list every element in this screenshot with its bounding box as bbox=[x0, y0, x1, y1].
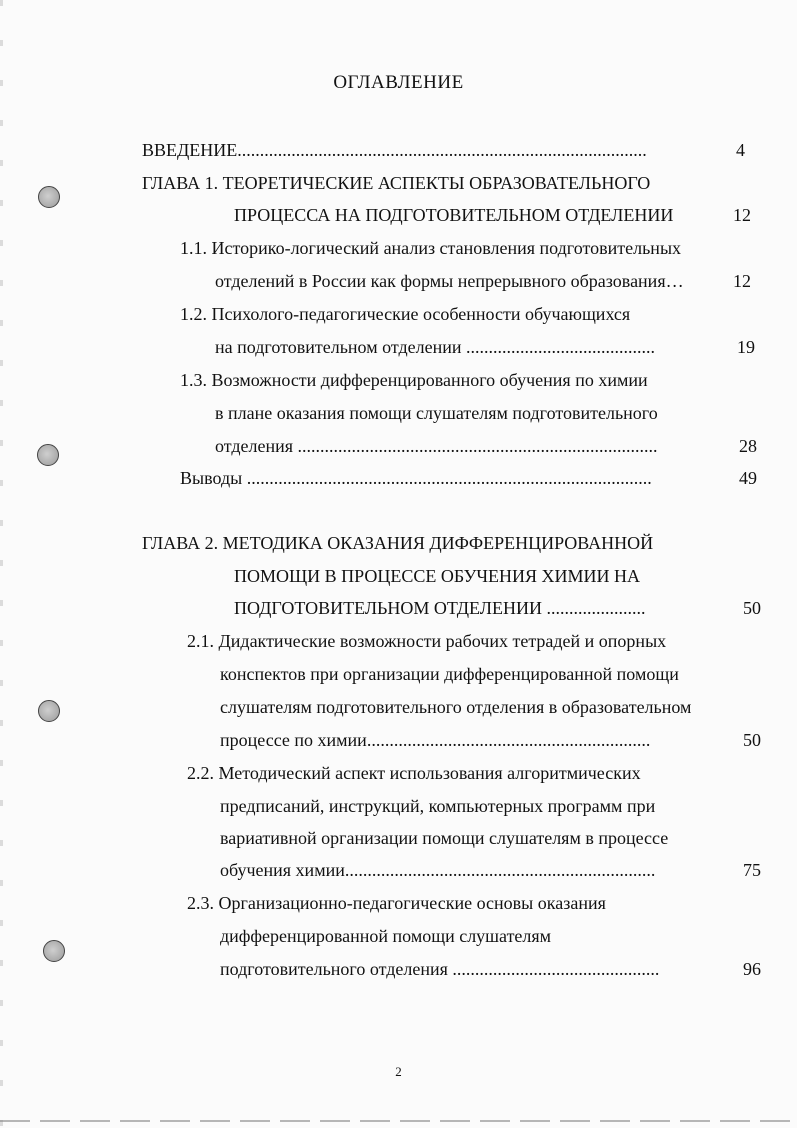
punch-hole-4 bbox=[43, 940, 65, 962]
punch-hole-3 bbox=[38, 700, 60, 722]
toc-entry-1-2: 1.2. Психолого-педагогические особенности обучающихся bbox=[180, 304, 631, 324]
scan-edge-bottom bbox=[0, 1120, 797, 1122]
toc-page-2-2: 75 bbox=[743, 860, 761, 880]
scan-edge-left bbox=[0, 0, 3, 1128]
toc-entry-2-3-cont: дифференцированной помощи слушателям bbox=[220, 926, 552, 946]
toc-entry-conclusions: Выводы .......................................................................................... bbox=[180, 468, 652, 488]
toc-entry-1-2-cont: на подготовительном отделении .......................................... bbox=[215, 337, 655, 357]
toc-entry-2-2-cont2: вариативной организации помощи слушателям в процессе bbox=[220, 828, 669, 848]
toc-entry-chapter-2-cont: ПОМОЩИ В ПРОЦЕССЕ ОБУЧЕНИЯ ХИМИИ НА bbox=[234, 566, 641, 586]
punch-hole-1 bbox=[38, 186, 60, 208]
toc-page-chapter-2: 50 bbox=[743, 598, 761, 618]
toc-page-conclusions: 49 bbox=[739, 468, 757, 488]
toc-entry-2-3-cont2: подготовительного отделения .............................................. bbox=[220, 959, 660, 979]
toc-page-introduction: 4 bbox=[736, 140, 745, 160]
toc-entry-1-3-cont2: отделения ................................................................................ bbox=[215, 436, 658, 456]
toc-page-chapter-1: 12 bbox=[733, 205, 751, 225]
toc-entry-2-3: 2.3. Организационно-педагогические основы оказания bbox=[187, 893, 606, 913]
toc-entry-2-1-cont: конспектов при организации дифференцированной помощи bbox=[220, 664, 679, 684]
toc-entry-2-1: 2.1. Дидактические возможности рабочих тетрадей и опорных bbox=[187, 631, 667, 651]
toc-entry-1-1: 1.1. Историко-логический анализ становления подготовительных bbox=[180, 238, 682, 258]
toc-entry-1-3: 1.3. Возможности дифференцированного обучения по химии bbox=[180, 370, 648, 390]
toc-entry-chapter-1-cont: ПРОЦЕССА НА ПОДГОТОВИТЕЛЬНОМ ОТДЕЛЕНИИ bbox=[234, 205, 674, 225]
toc-entry-2-1-cont3: процессе по химии............................................................... bbox=[220, 730, 651, 750]
toc-entry-2-2-cont3: обучения химии..................................................................... bbox=[220, 860, 656, 880]
toc-page-1-3: 28 bbox=[739, 436, 757, 456]
toc-page-2-1: 50 bbox=[743, 730, 761, 750]
page-number: 2 bbox=[395, 1064, 402, 1079]
toc-entry-chapter-2: ГЛАВА 2. МЕТОДИКА ОКАЗАНИЯ ДИФФЕРЕНЦИРОВАННОЙ bbox=[142, 533, 654, 553]
toc-entry-2-1-cont2: слушателям подготовительного отделения в образовательном bbox=[220, 697, 692, 717]
toc-entry-2-2: 2.2. Методический аспект использования алгоритмических bbox=[187, 763, 641, 783]
toc-entry-introduction: ВВЕДЕНИЕ........................................................................................... bbox=[142, 140, 647, 160]
toc-entry-1-1-cont: отделений в России как формы непрерывного образования… bbox=[215, 271, 684, 291]
punch-hole-2 bbox=[37, 444, 59, 466]
page-title: ОГЛАВЛЕНИЕ bbox=[333, 72, 464, 93]
toc-page-1-1: 12 bbox=[733, 271, 751, 291]
toc-entry-chapter-2-cont2: ПОДГОТОВИТЕЛЬНОМ ОТДЕЛЕНИИ ...................... bbox=[234, 598, 646, 618]
toc-page-1-2: 19 bbox=[737, 337, 755, 357]
toc-entry-chapter-1: ГЛАВА 1. ТЕОРЕТИЧЕСКИЕ АСПЕКТЫ ОБРАЗОВАТЕЛЬНОГО bbox=[142, 173, 651, 193]
toc-entry-2-2-cont: предписаний, инструкций, компьютерных программ при bbox=[220, 796, 656, 816]
toc-page-2-3: 96 bbox=[743, 959, 761, 979]
toc-entry-1-3-cont: в плане оказания помощи слушателям подготовительного bbox=[215, 403, 658, 423]
